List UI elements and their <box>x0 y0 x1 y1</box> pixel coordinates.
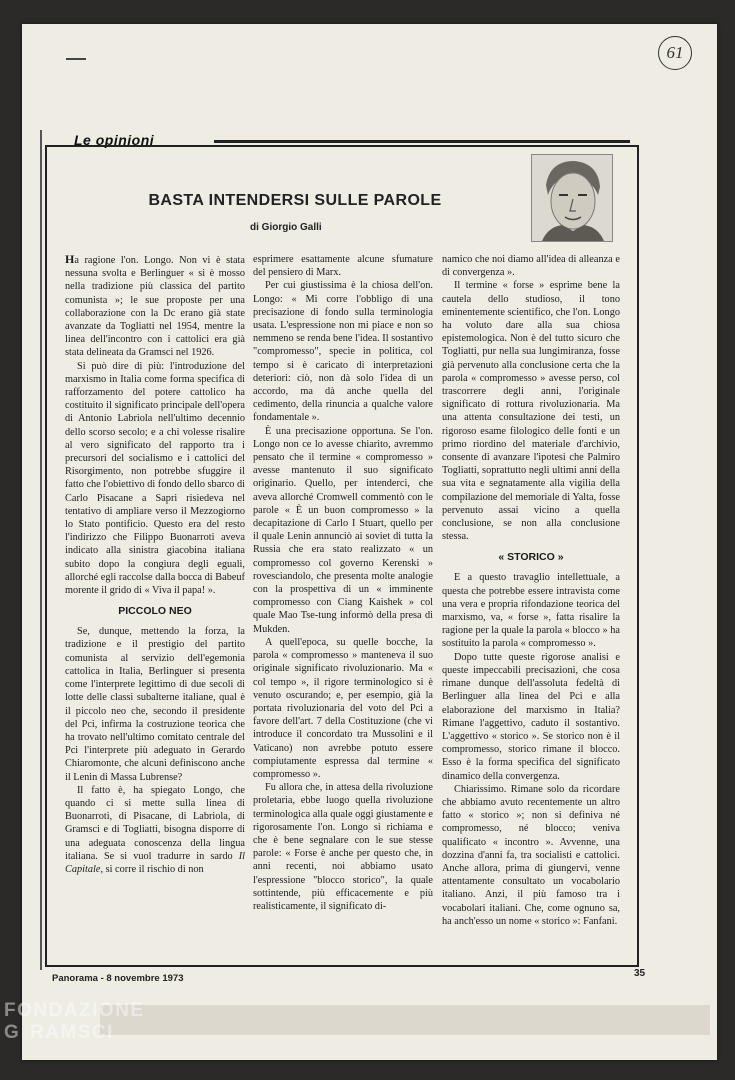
pencil-mark <box>66 58 86 60</box>
paragraph: Per cui giustissima è la chiosa dell'on. Longo: « Mi corre l'obbligo di una precisazione di fondo sulla terminologia usata. L'espressione non mi piace e non so nemmeno se renda bene l'idea. Il sostantivo "compromesso", specie in politica, col tempo si è caricato di interpretazioni deteriori: ciò, non dà solo l'idea di un accordo, ma dà anche quella del cedimento, della rinuncia a qualche valore fondamentale ». <box>253 280 433 424</box>
paragraph: E a questo travaglio intellettuale, a questa che potrebbe essere intravista come una vera e propria rifondazione teorica del marxismo, va, « forse », fatta risalire la ragione per la quale la parola « blocco » ha sostituito la parola « compromesso ». <box>442 572 620 650</box>
author-portrait <box>531 154 613 242</box>
frame-left-rule <box>40 130 42 970</box>
section-rule <box>214 140 630 143</box>
article-byline: di Giorgio Galli <box>250 222 322 233</box>
paragraph: A quell'epoca, su quelle bocche, la parola « compromesso » manteneva il suo originale significato rivoluzionario. Ma « col tempo », il rigore terminologico si è venuto oscurando; e, per esempio, già la portata rivoluzionaria del voto del Pci a favore dell'art. 7 della Costituzione (che vi introduce il concordato tra Mussolini e il Vaticano) non avrebbe potuto essere compiutamente espressa dal termine « compromesso ». <box>253 636 433 780</box>
paragraph: Fu allora che, in attesa della rivoluzione proletaria, ebbe luogo quella rivoluzione terminologica alla quale oggi giustamente e rigorosamente l'on. Longo si richiama e che è bene segnalare con le sue stesse parole: « Forse è anche per questo che, in anni recenti, noi abbiamo usato l'espressione "blocco storico", la quale sottintende, più efficacemente e più realisticamente, il significato di- <box>253 782 433 912</box>
subheading: « STORICO » <box>498 551 564 564</box>
paragraph: È una precisazione opportuna. Se l'on. Longo non ce lo avesse chiarito, avremmo pensato che il termine « compromesso » avesse mantenuto il suo significato originario. Quello, per intenderci, che aveva allorché Cromwell commentò con le parole « È un buon compromesso » la decapitazione di Carlo I Stuart, quello per il quale Lenin annunciò ai soviet di tutta la Russia che era stato realizzato « un compromesso col governo Kerenski » rovesciandolo, che presenta molte analogie con la prospettiva di un « imminente compromesso con Ciang Kaishek » col quale Mao Tse-tung informò della presa di Mukden. <box>253 425 433 635</box>
page-number: 35 <box>634 968 646 979</box>
paragraph: Chiarissimo. Rimane solo da ricordare che abbiamo avuto recentemente un altro fatto « storico »; non si definiva né compromesso, né blocco; veniva qualificato « incontro ». Avvenne, una dozzina d'anni fa, tra socialisti e cattolici. Anche allora, prima di giungervi, venne attentamente consultato un vocabolario italiano. Anzi, il più famoso tra i vocabolari italiani. Che, come ognuno sa, ha anch'esso un nome « storico »: Fanfani. <box>442 783 620 927</box>
paragraph: Si può dire di più: l'introduzione del marxismo in Italia come forma specifica di rafforzamento del potere cattolico ha costituito il significato principale dell'opera di Antonio Labriola nell'ultimo decennio dello scorso secolo; e a chi volesse risalire al vero significato del rapporto tra i precursori del socialismo e i cattolici del Risorgimento, non potrebbe sfuggire il fatto che l'obiettivo di fondo dello sbarco di Carlo Pisacane a Sapri risiedeva nel tentativo di ampliare verso il Mezzogiorno lo Stato pontificio. Questo era del resto l'indirizzo che Filippo Buonarroti aveva indicato alla sinistra giacobina italiana subito dopo la congiura degli eguali, allorché egli raccolse dalla bocca di Babeuf morente il grido di « Viva il papa! ». <box>65 360 246 597</box>
watermark-g-icon: G <box>4 1022 21 1043</box>
section-label: Le opinioni <box>74 132 155 148</box>
watermark-line-2: RAMSCI <box>30 1022 114 1043</box>
drop-cap: H <box>65 252 75 266</box>
article-headline: BASTA INTENDERSI SULLE PAROLE <box>148 192 442 209</box>
text-column-3 <box>442 253 620 928</box>
paragraph: Il fatto è, ha spiegato Longo, che quando ci si mette sulla linea di Buonarroti, di Pisacane, di Labriola, di Gramsci e di Togliatti, bisogna disporre di una adeguata conoscenza della lingua italiana. Se si vuol tradurre in sardo Il Capitale, si corre il rischio di non <box>65 784 245 875</box>
text-column-1 <box>65 253 245 876</box>
subheading: PICCOLO NEO <box>118 605 192 618</box>
paragraph: Ha ragione l'on. Longo. Non vi è stata nessuna svolta e Berlinguer « si è mosso nella tradizione più classica del partito comunista »; le sue proposte per una collaborazione con la Dc erano già state avanzate da Togliatti nel 1954, mentre la linea dell'incontro con i cattolici era già stata delineata da Gramsci nel 1926. <box>65 252 245 359</box>
paragraph: esprimere esattamente alcune sfumature del pensiero di Marx. <box>253 254 433 279</box>
paragraph: namico che noi diamo all'idea di alleanza e di convergenza ». <box>442 254 620 279</box>
portrait-icon <box>532 155 612 241</box>
paragraph: Il termine « forse » esprime bene la cautela dello studioso, il tono eminentemente scientifico, che l'on. Longo ha voluto dare alla sua chiosa epistemologica. Non è del tutto sicuro che Togliatti, pur nella sua lungimiranza, fosse già pervenuto alla conclusione certa che la parola « compromesso » avesse perso, col trascorrere degli anni, l'originale significato di rottura rivoluzionaria. Ma una attenta consultazione dei testi, un rigoroso esame filologico delle fonti e un primo riordino del materiale d'archivio, consente di avanzare l'ipotesi che Palmiro Togliatti, soprattutto negli ultimi anni della sua vita e segnatamente alla vigilia della compilazione del memoriale di Yalta, fosse pervenuto assai vicino a quella conclusione, se non alla conclusione stessa. <box>442 280 620 543</box>
publication-date: Panorama - 8 novembre 1973 <box>52 973 184 984</box>
archive-watermark <box>4 1000 145 1044</box>
underlying-sheet <box>100 1005 710 1035</box>
paragraph: Se, dunque, mettendo la forza, la tradizione e il prestigio del partito comunista al servizio dell'egemonia cattolica in Italia, Berlinguer si presenta come l'interprete legittimo di due secoli di lotte delle classi subalterne italiane, qual è il piccolo neo che, secondo il presidente del Pci, infirma la costruzione teorica che ha trovato nell'ultimo comitato centrale del Pci l'interprete più adeguato in Gerardo Chiaromonte, che alcuni definiscono anche il Lenin di Massa Lubrense? <box>65 626 245 783</box>
watermark-line-1: FONDAZIONE <box>4 1000 145 1021</box>
paragraph: Dopo tutte queste rigorose analisi e queste impeccabili precisazioni, che cosa rimane dunque dell'assoluta fedeltà di Berlinguer alla linea del Pci e alla elaborazione del marxismo in Italia? Rimane l'aggettivo, caduto il sostantivo. L'aggettivo « storico ». Se storico non è il compromesso, storico rimane il blocco. Esso è la forma specifica del significato dinamico della convergenza. <box>442 651 620 782</box>
archive-number: 61 <box>658 36 692 70</box>
text-column-2 <box>253 253 433 913</box>
book-title: Il Capitale <box>65 850 245 875</box>
